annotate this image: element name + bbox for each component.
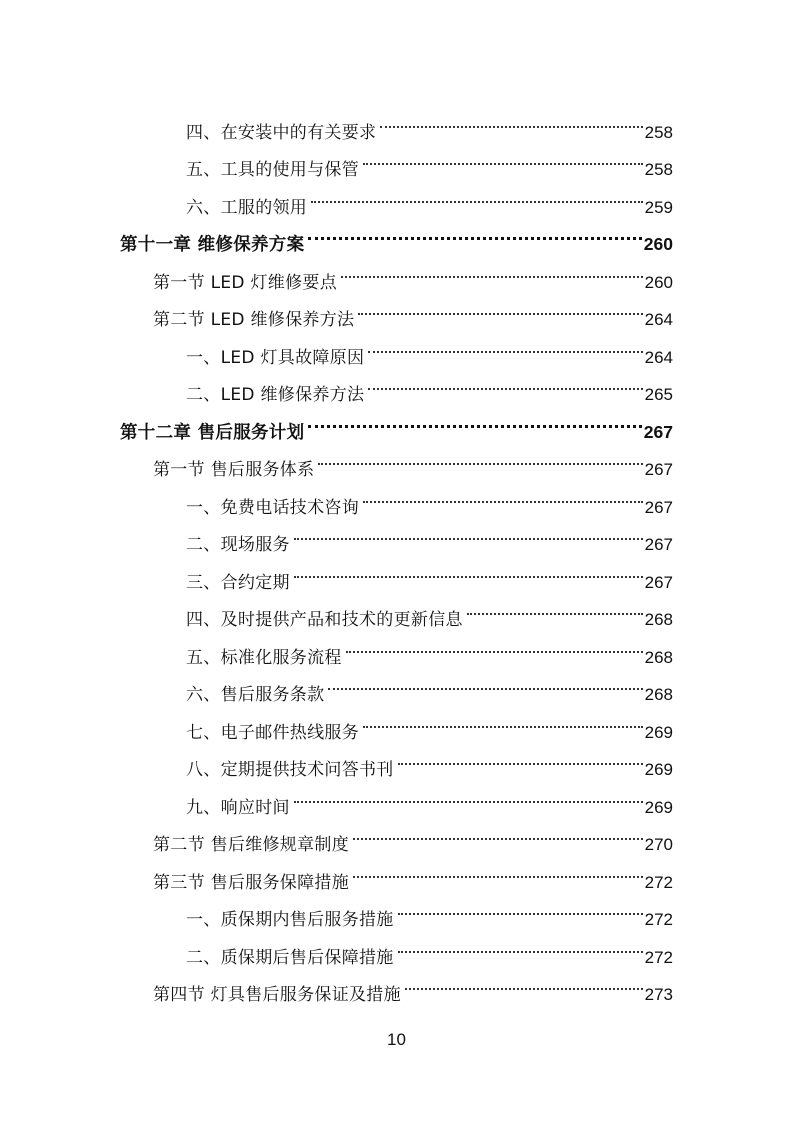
toc-entry-title: 九、响应时间 [186, 797, 290, 818]
toc-dot-leader [308, 213, 641, 251]
toc-entry-page: 264 [644, 347, 673, 367]
toc-entry[interactable] [0, 363, 793, 405]
toc-entry-page: 272 [644, 910, 673, 929]
toc-section-entry[interactable] [0, 250, 793, 293]
toc-entry-page: 267 [644, 535, 673, 554]
toc-entry[interactable] [0, 513, 793, 555]
toc-section-entry[interactable] [0, 813, 793, 855]
toc-entry-title: 第二节 售后维修规章制度 [153, 835, 350, 855]
toc-section-entry[interactable] [0, 963, 793, 1005]
toc-entry-page: 270 [644, 835, 673, 854]
toc-entry[interactable] [0, 663, 793, 705]
toc-entry-title: 第三节 售后服务保障措施 [153, 872, 350, 893]
toc-dot-leader [363, 700, 643, 738]
toc-dot-leader [311, 175, 643, 213]
toc-entry-title: 六、工服的领用 [186, 197, 308, 218]
toc-entry[interactable] [0, 325, 793, 368]
toc-entry-title: 二、LED 维修保养方法 [186, 385, 365, 405]
toc-entry-title: 第一节 LED 灯维修要点 [153, 272, 338, 293]
toc-entry-page: 267 [644, 460, 673, 479]
toc-dot-leader [353, 850, 643, 888]
toc-dot-leader [467, 588, 643, 626]
toc-dot-leader [363, 138, 643, 176]
toc-entry-title: 八、定期提供技术问答书刊 [186, 760, 394, 780]
toc-entry[interactable] [0, 925, 793, 968]
toc-entry-page: 269 [644, 760, 673, 779]
toc-entry-page: 259 [644, 197, 673, 217]
toc-entry-title: 五、标准化服务流程 [186, 647, 342, 668]
toc-dot-leader [294, 513, 643, 551]
toc-entry-title: 二、现场服务 [186, 535, 290, 555]
toc-dot-leader [398, 738, 643, 776]
toc-dot-leader [368, 325, 642, 363]
toc-entry-title: 五、工具的使用与保管 [186, 160, 359, 180]
toc-entry-title: 第四节 灯具售后服务保证及措施 [153, 985, 401, 1005]
toc-entry[interactable] [0, 738, 793, 780]
toc-section-entry[interactable] [0, 438, 793, 480]
toc-entry-page: 269 [644, 722, 673, 742]
toc-dot-leader [353, 813, 643, 851]
toc-entry-page: 267 [643, 421, 673, 442]
toc-entry[interactable] [0, 700, 793, 743]
toc-entry[interactable] [0, 138, 793, 180]
toc-entry-title: 二、质保期后售后保障措施 [186, 947, 394, 968]
toc-entry-title: 三、合约定期 [186, 572, 290, 593]
toc-entry-title: 四、及时提供产品和技术的更新信息 [186, 610, 463, 630]
toc-entry-page: 268 [644, 610, 673, 629]
toc-dot-leader [341, 250, 643, 288]
toc-entry-title: 第一节 售后服务体系 [153, 460, 315, 480]
toc-dot-leader [328, 663, 642, 701]
toc-entry-page: 268 [644, 647, 673, 667]
toc-section-entry[interactable] [0, 850, 793, 893]
toc-entry-page: 267 [644, 572, 673, 592]
toc-entry-title: 一、LED 灯具故障原因 [186, 347, 365, 368]
toc-entry-page: 264 [644, 310, 673, 329]
table-of-contents [0, 100, 793, 1005]
toc-chapter-entry[interactable] [0, 400, 793, 443]
toc-entry-page: 273 [644, 985, 673, 1004]
toc-dot-leader [398, 925, 643, 963]
toc-entry-title: 第十一章 维修保养方案 [120, 235, 305, 255]
toc-dot-leader [318, 438, 642, 476]
toc-dot-leader [368, 363, 642, 401]
toc-dot-leader [363, 475, 643, 513]
page-number: 10 [387, 1030, 406, 1049]
toc-dot-leader [398, 888, 643, 926]
toc-entry[interactable] [0, 550, 793, 593]
toc-entry[interactable] [0, 475, 793, 518]
toc-entry-page: 260 [644, 272, 673, 292]
toc-entry-title: 第二节 LED 维修保养方法 [153, 310, 355, 330]
toc-chapter-entry[interactable] [0, 213, 793, 255]
toc-entry[interactable] [0, 175, 793, 218]
toc-entry-title: 七、电子邮件热线服务 [186, 722, 359, 743]
toc-dot-leader [294, 550, 643, 588]
toc-entry-title: 第十二章 售后服务计划 [120, 422, 305, 443]
toc-dot-leader [380, 100, 642, 138]
toc-entry-title: 一、免费电话技术咨询 [186, 497, 359, 518]
toc-entry-title: 六、售后服务条款 [186, 685, 325, 705]
toc-entry-page: 267 [644, 497, 673, 517]
toc-entry-page: 260 [643, 234, 673, 254]
toc-entry-page: 272 [644, 872, 673, 892]
toc-entry[interactable] [0, 625, 793, 668]
toc-entry[interactable] [0, 888, 793, 930]
toc-entry-page: 258 [644, 160, 673, 179]
toc-entry-title: 一、质保期内售后服务措施 [186, 910, 394, 930]
toc-dot-leader [346, 625, 643, 663]
toc-dot-leader [308, 400, 641, 438]
toc-dot-leader [294, 775, 643, 813]
toc-dot-leader [405, 963, 643, 1001]
toc-entry[interactable] [0, 100, 793, 143]
toc-dot-leader [358, 288, 642, 326]
toc-entry-page: 258 [644, 122, 673, 142]
toc-section-entry[interactable] [0, 288, 793, 330]
toc-entry-title: 四、在安装中的有关要求 [186, 122, 377, 143]
toc-entry-page: 265 [644, 385, 673, 404]
toc-entry-page: 268 [644, 685, 673, 704]
toc-entry-page: 272 [644, 947, 673, 967]
toc-entry[interactable] [0, 588, 793, 630]
toc-entry[interactable] [0, 775, 793, 818]
toc-entry-page: 269 [644, 797, 673, 817]
